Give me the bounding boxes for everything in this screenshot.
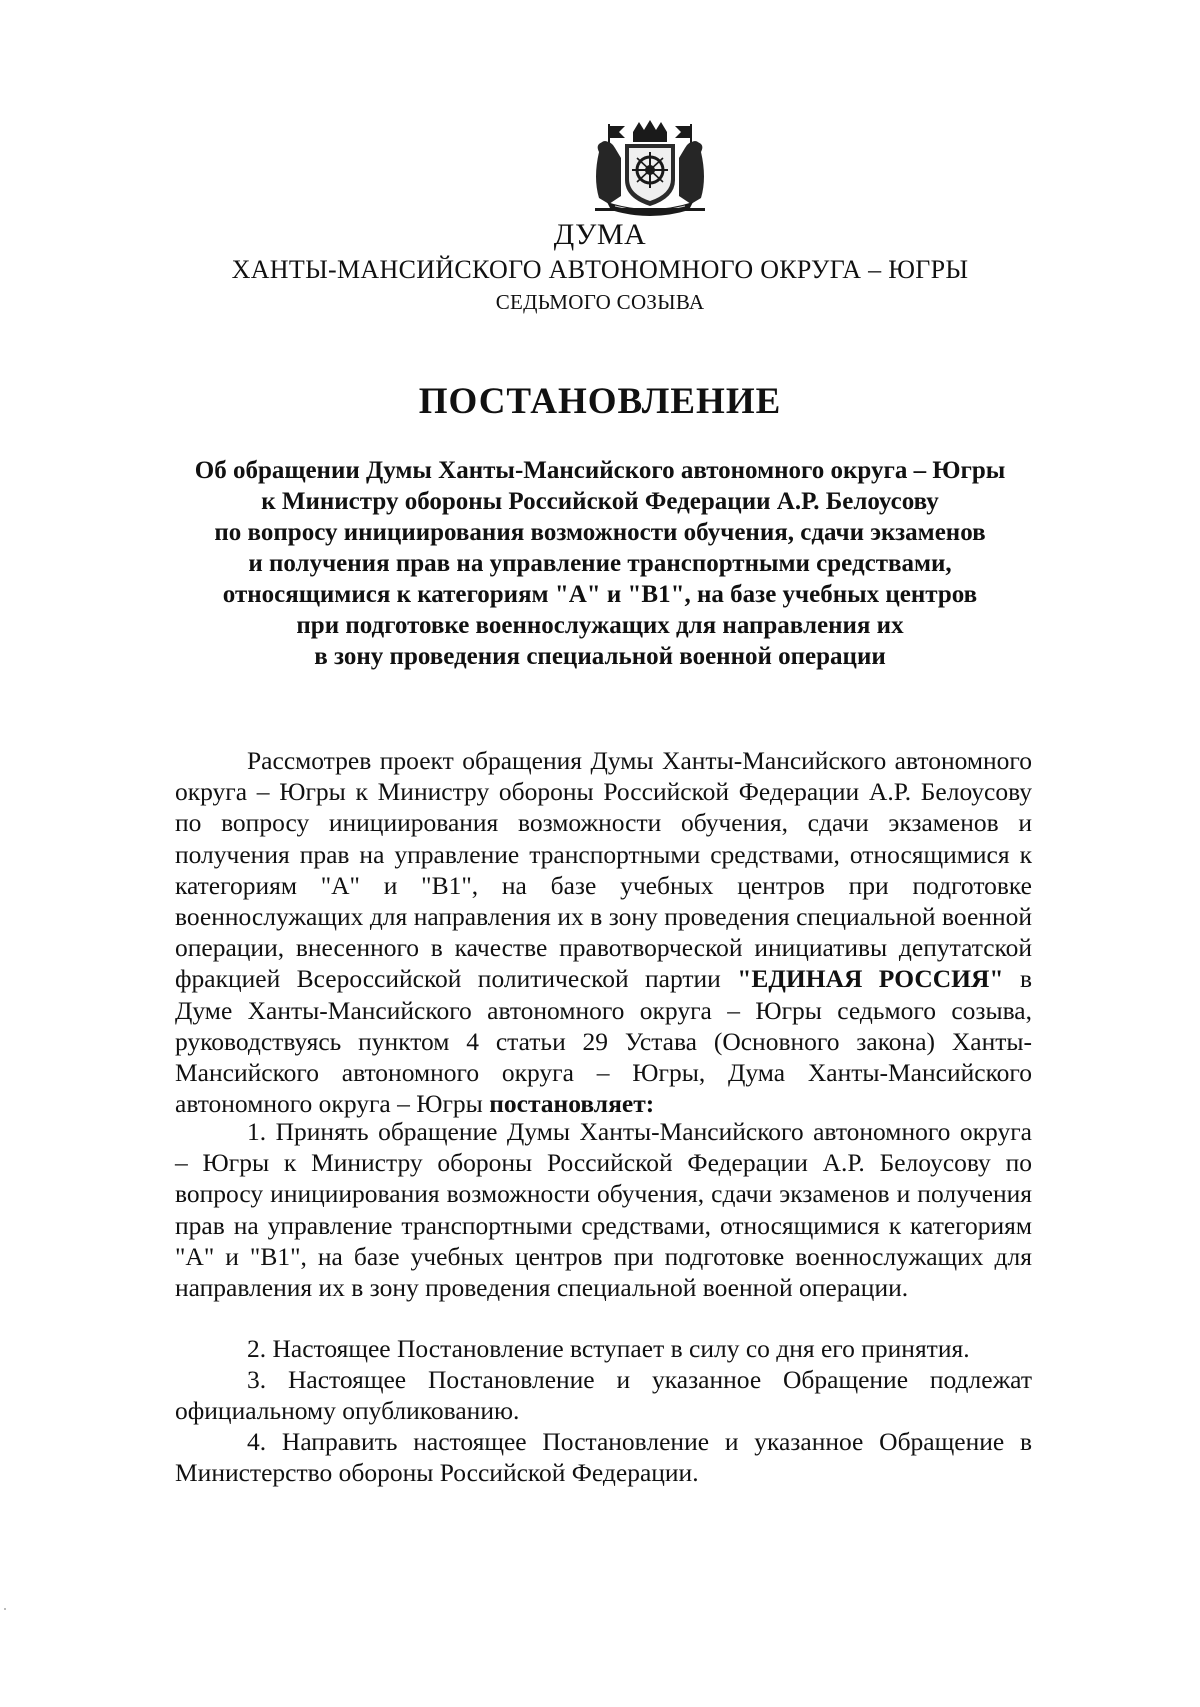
preamble-text: Рассмотрев проект обращения Думы Ханты-Мансийского автономного округа – Югры к Министру обороны Российской Федерации А.Р. Белоусову по вопросу инициирования возможности обучения, сдачи экзаменов и получения прав на управление транспортными средствами, относящимися к категориям "А" и "В1", на базе учебных центров при подготовке военнослужащих для направления их в зону проведения специальной военной операции, внесенного в качестве правотворческой инициативы депутатской фракцией Всероссийской политической партии <box>175 746 1032 994</box>
title-line: к Министру обороны Российской Федерации А.Р. Белоусову <box>261 488 939 515</box>
title-line: в зону проведения специальной военной операции <box>314 643 886 670</box>
preamble-text-continued: в Думе Ханты-Мансийского автономного округа – Югры седьмого созыва, руководствуясь пунктом 4 статьи 29 Устава (Основного закона) Ханты-Мансийского автономного округа – Югры, Дума Ханты-Мансийского автономного округа – Югры <box>175 964 1032 1119</box>
party-name: "ЕДИНАЯ РОССИЯ" <box>737 964 1004 994</box>
convocation: СЕДЬМОГО СОЗЫВА <box>495 290 705 314</box>
resolution-item-3: 3. Настоящее Постановление и указанное Обращение подлежат официальному опубликованию. <box>175 1365 1032 1426</box>
resolution-item-2: 2. Настоящее Постановление вступает в силу со дня его принятия. <box>247 1334 970 1363</box>
resolution-item-4: 4. Направить настоящее Постановление и указанное Обращение в Министерство обороны Российской Федерации. <box>175 1427 1032 1488</box>
document-type-heading: ПОСТАНОВЛЕНИЕ <box>418 381 782 422</box>
resolution-item-1: 1. Принять обращение Думы Ханты-Мансийского автономного округа – Югры к Министру обороны Российской Федерации А.Р. Белоусову по вопросу инициирования возможности обучения, сдачи экзаменов и получения прав на управление транспортными средствами, относящимися к категориям "А" и "В1", на базе учебных центров при подготовке военнослужащих для направления их в зону проведения специальной военной операции. <box>175 1117 1032 1303</box>
document-title <box>190 455 1010 672</box>
org-name: ДУМА <box>553 218 647 251</box>
title-line: относящимися к категориям "А" и "В1", на базе учебных центров <box>222 581 978 608</box>
title-line: и получения прав на управление транспортными средствами, <box>248 550 952 577</box>
title-line: по вопросу инициирования возможности обучения, сдачи экзаменов <box>214 519 986 546</box>
preamble-paragraph <box>175 745 1032 1119</box>
coat-of-arms-emblem <box>585 118 715 218</box>
title-line: Об обращении Думы Ханты-Мансийского автономного округа – Югры <box>194 457 1006 484</box>
scan-speck <box>4 1608 6 1610</box>
org-region: ХАНТЫ-МАНСИЙСКОГО АВТОНОМНОГО ОКРУГА – ЮГРЫ <box>231 255 969 284</box>
title-line: при подготовке военнослужащих для направления их <box>296 612 904 639</box>
coat-of-arms-icon <box>585 118 715 218</box>
resolves-keyword: постановляет: <box>489 1089 655 1119</box>
